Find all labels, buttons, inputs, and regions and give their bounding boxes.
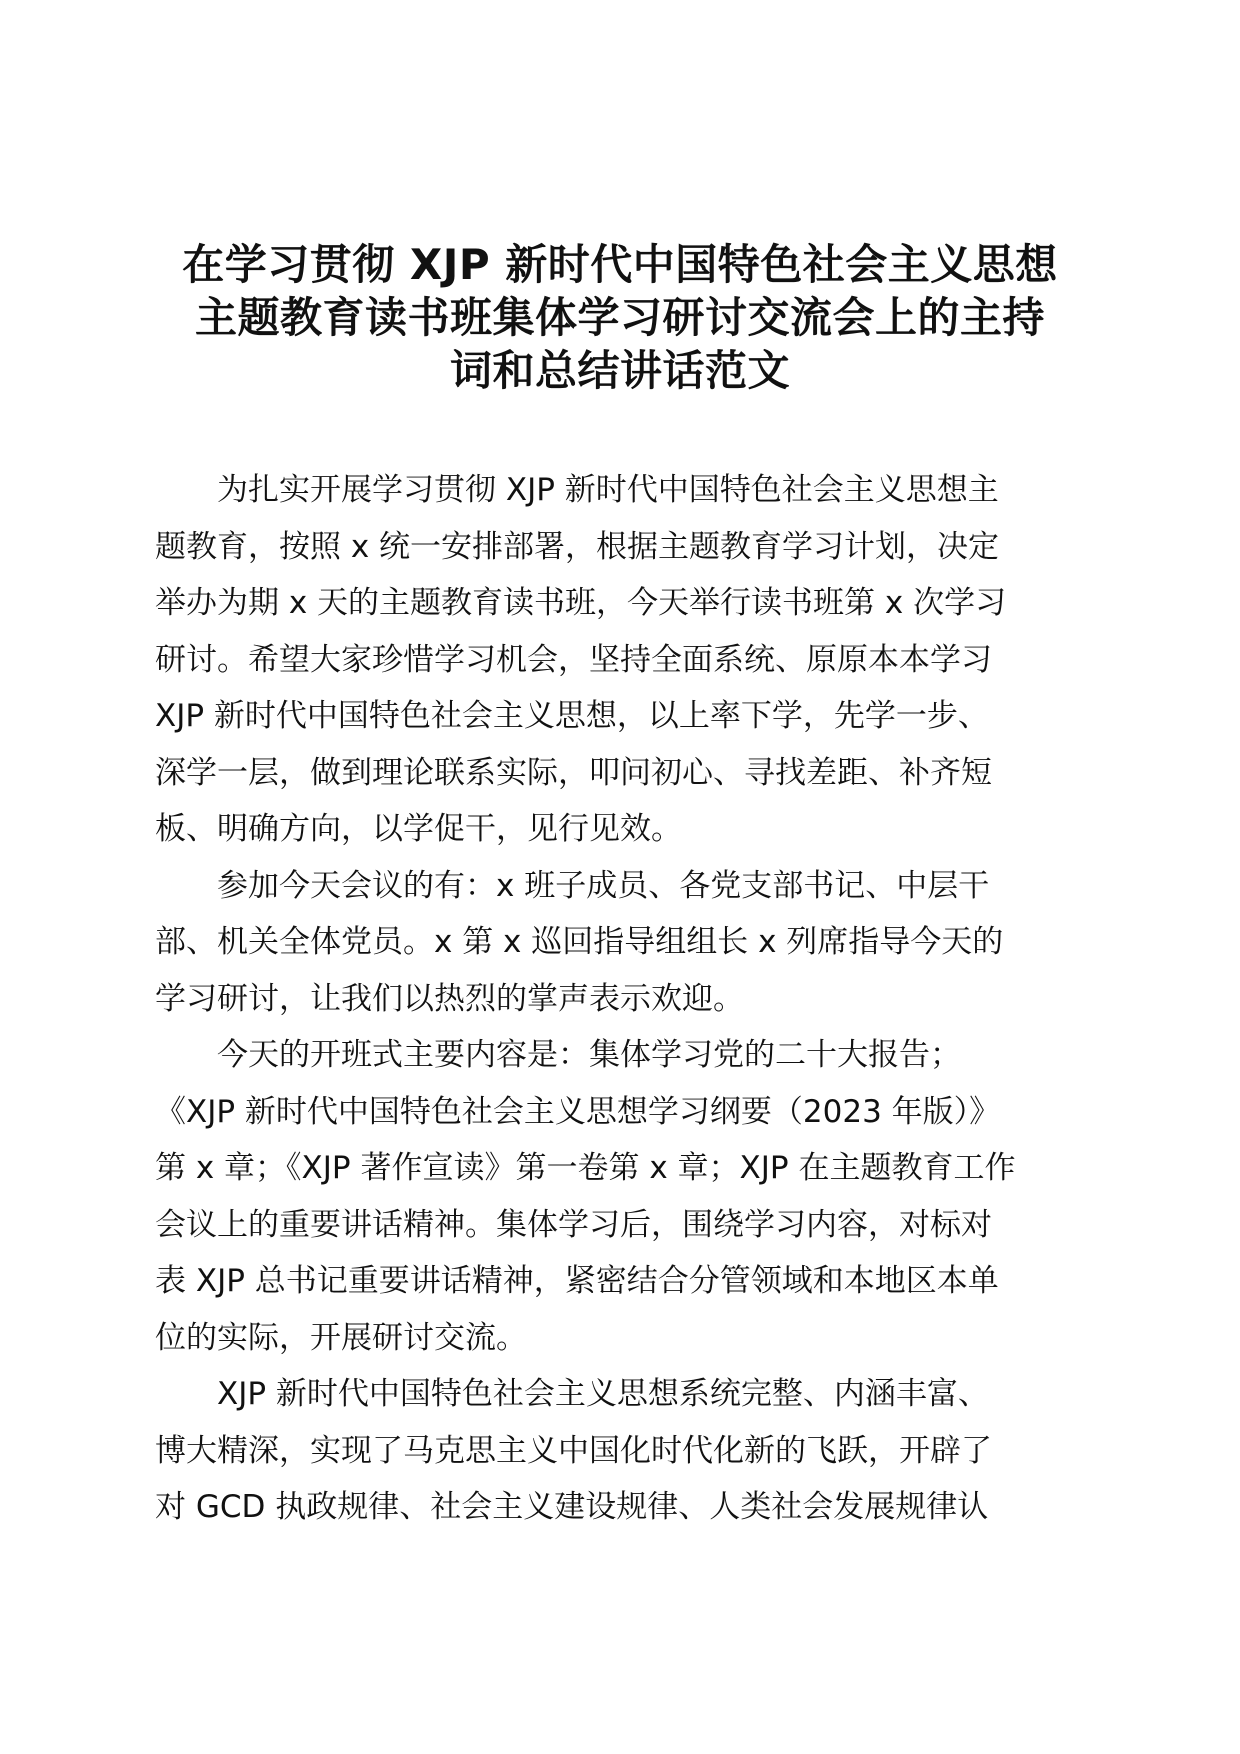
paragraph-thought: [155, 1366, 1090, 1536]
paragraph-line: 《XJP 新时代中国特色社会主义思想学习纲要（2023 年版）》: [155, 1093, 1001, 1130]
paragraph-line: 板、明确方向，以学促干，见行见效。: [155, 811, 682, 847]
paragraph-line: 位的实际，开展研讨交流。: [155, 1319, 527, 1356]
title-line: 在学习贯彻 XJP 新时代中国特色社会主义思想: [182, 240, 1058, 289]
paragraph-line: 深学一层，做到理论联系实际，叩问初心、寻找差距、补齐短: [155, 754, 992, 791]
paragraph-opening: [155, 462, 1090, 858]
paragraph-line: XJP 新时代中国特色社会主义思想，以上率下学，先学一步、: [155, 698, 989, 734]
title-line: 词和总结讲话范文: [449, 346, 790, 395]
paragraph-line: 学习研讨，让我们以热烈的掌声表示欢迎。: [155, 980, 744, 1017]
paragraph-line: 博大精深，实现了马克思主义中国化时代化新的飞跃，开辟了: [155, 1432, 992, 1469]
paragraph-line: 举办为期 x 天的主题教育读书班，今天举行读书班第 x 次学习: [155, 585, 1007, 621]
document-body: [155, 462, 1090, 1536]
paragraph-line: 对 GCD 执政规律、社会主义建设规律、人类社会发展规律认: [155, 1489, 989, 1525]
paragraph-line: 研讨。希望大家珍惜学习机会，坚持全面系统、原原本本学习: [155, 641, 992, 678]
paragraph-line: 参加今天会议的有：x 班子成员、各党支部书记、中层干: [217, 867, 990, 904]
paragraph-line: 为扎实开展学习贯彻 XJP 新时代中国特色社会主义思想主: [217, 472, 999, 508]
paragraph-line: 表 XJP 总书记重要讲话精神，紧密结合分管领域和本地区本单: [155, 1263, 999, 1299]
paragraph-line: 第 x 章；《XJP 著作宣读》第一卷第 x 章；XJP 在主题教育工作: [155, 1150, 1016, 1186]
paragraph-line: XJP 新时代中国特色社会主义思想系统完整、内涵丰富、: [217, 1376, 989, 1412]
paragraph-line: 题教育，按照 x 统一安排部署，根据主题教育学习计划，决定: [155, 528, 1000, 565]
document-title: [140, 238, 1100, 397]
paragraph-line: 部、机关全体党员。x 第 x 巡回指导组组长 x 列席指导今天的: [155, 924, 1004, 960]
paragraph-agenda: [155, 1027, 1090, 1366]
paragraph-attendees: [155, 858, 1090, 1028]
title-line: 主题教育读书班集体学习研讨交流会上的主持: [194, 293, 1045, 342]
paragraph-line: 会议上的重要讲话精神。集体学习后，围绕学习内容，对标对: [155, 1206, 992, 1243]
paragraph-line: 今天的开班式主要内容是：集体学习党的二十大报告；: [217, 1037, 961, 1073]
